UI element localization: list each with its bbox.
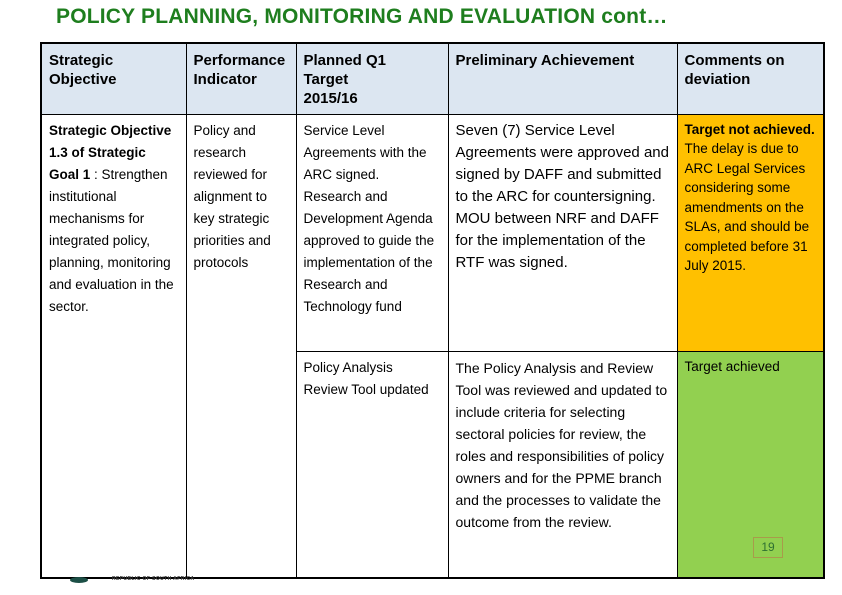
- col-header-planned-target: [296, 43, 448, 114]
- page-number: 19: [761, 540, 775, 554]
- cell-achievement-row2: The Policy Analysis and Review Tool was reviewed and updated to include criteria for selecting sectoral policies for review, the roles and responsibilities of policy owners and for the PPME branch and the processes to validate the outcome from the review.: [448, 351, 677, 578]
- col-header-performance-indicator: Performance Indicator: [186, 43, 296, 114]
- logo-caption: REPUBLIC OF SOUTH AFRICA: [112, 576, 195, 582]
- cell-performance-indicator: Policy and research reviewed for alignment to key strategic priorities and protocols: [186, 114, 296, 578]
- cell-comment-row2-achieved: Target achieved: [677, 351, 824, 578]
- page-number-box: [753, 537, 783, 558]
- table-row-1: [41, 114, 824, 351]
- cell-strategic-objective: [41, 114, 186, 578]
- col-header-planned-target-text: Planned Q1 Target 2015/16: [303, 52, 387, 107]
- strategic-objective-bold-text: Strategic Objective 1.3 of Strategic Goal 1: [49, 122, 172, 182]
- cell-planned-target-row2: Policy Analysis Review Tool updated: [296, 351, 448, 578]
- cell-achievement-row1: Seven (7) Service Level Agreements were approved and signed by DAFF and submitted to the ARC for countersigning. MOU between NRF and DAFF for the implementation of the RTF was signed.: [448, 114, 677, 351]
- comment-row1-bold-text: Target not achieved.: [684, 121, 815, 137]
- table-header-row: [41, 43, 824, 114]
- report-table: [40, 42, 825, 579]
- daff-logo-fragment: [0, 576, 842, 595]
- strategic-objective-text: : Strengthen institutional mechanisms for integrated policy, planning, monitoring and evaluation in the sector.: [49, 166, 174, 314]
- col-header-preliminary-achievement: Preliminary Achievement: [448, 43, 677, 114]
- logo-ellipse-icon: [70, 577, 88, 583]
- page-title: POLICY PLANNING, MONITORING AND EVALUATION cont…: [56, 5, 668, 28]
- col-header-comments-deviation: Comments on deviation: [677, 43, 824, 114]
- comment-row1-text: The delay is due to ARC Legal Services considering some amendments on the SLAs, and should be completed before 31 July 2015.: [684, 141, 810, 273]
- cell-planned-target-row1: Service Level Agreements with the ARC signed. Research and Development Agenda approved to guide the implementation of the Research and Technology fund: [296, 114, 448, 351]
- cell-comment-row1-not-achieved: [677, 114, 824, 351]
- col-header-strategic-objective: Strategic Objective: [41, 43, 186, 114]
